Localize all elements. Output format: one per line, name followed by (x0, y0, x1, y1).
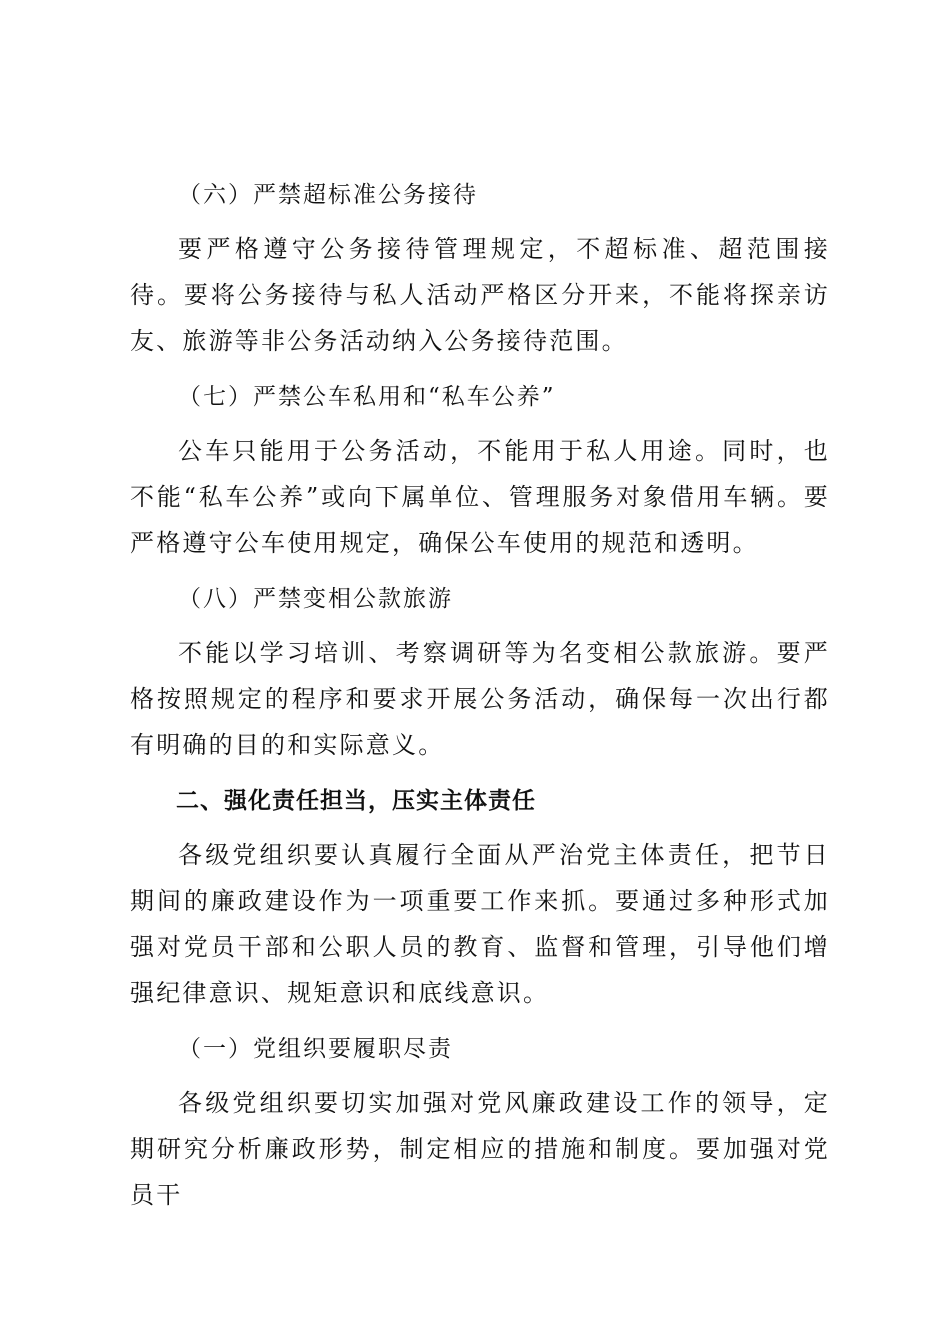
section-heading-7: （七）严禁公车私用和“私车公养” (178, 384, 556, 410)
section-heading-1: （一）党组织要履职尽责 (178, 1036, 453, 1062)
chapter-heading-2: 二、强化责任担当，压实主体责任 (176, 788, 536, 814)
document-page (130, 172, 830, 1228)
section-heading-6: （六）严禁超标准公务接待 (178, 182, 478, 208)
paragraph-party-organization: 各级党组织要切实加强对党风廉政建设工作的领导，定期研究分析廉政形势，制定相应的措施和制度。要加强对党员干 (130, 1089, 830, 1209)
paragraph-official-car: 公车只能用于公务活动，不能用于私人用途。同时，也不能“私车公养”或向下属单位、管理服务对象借用车辆。要严格遵守公车使用规定，确保公车使用的规范和透明。 (130, 437, 830, 557)
paragraph-responsibility: 各级党组织要认真履行全面从严治党主体责任，把节日期间的廉政建设作为一项重要工作来抓。要通过多种形式加强对党员干部和公职人员的教育、监督和管理，引导他们增强纪律意识、规矩意识和底线意识。 (130, 841, 830, 1007)
paragraph-reception: 要严格遵守公务接待管理规定，不超标准、超范围接待。要将公务接待与私人活动严格区分开来，不能将探亲访友、旅游等非公务活动纳入公务接待范围。 (130, 235, 830, 355)
section-heading-8: （八）严禁变相公款旅游 (178, 586, 453, 612)
paragraph-travel: 不能以学习培训、考察调研等为名变相公款旅游。要严格按照规定的程序和要求开展公务活动，确保每一次出行都有明确的目的和实际意义。 (130, 639, 830, 759)
